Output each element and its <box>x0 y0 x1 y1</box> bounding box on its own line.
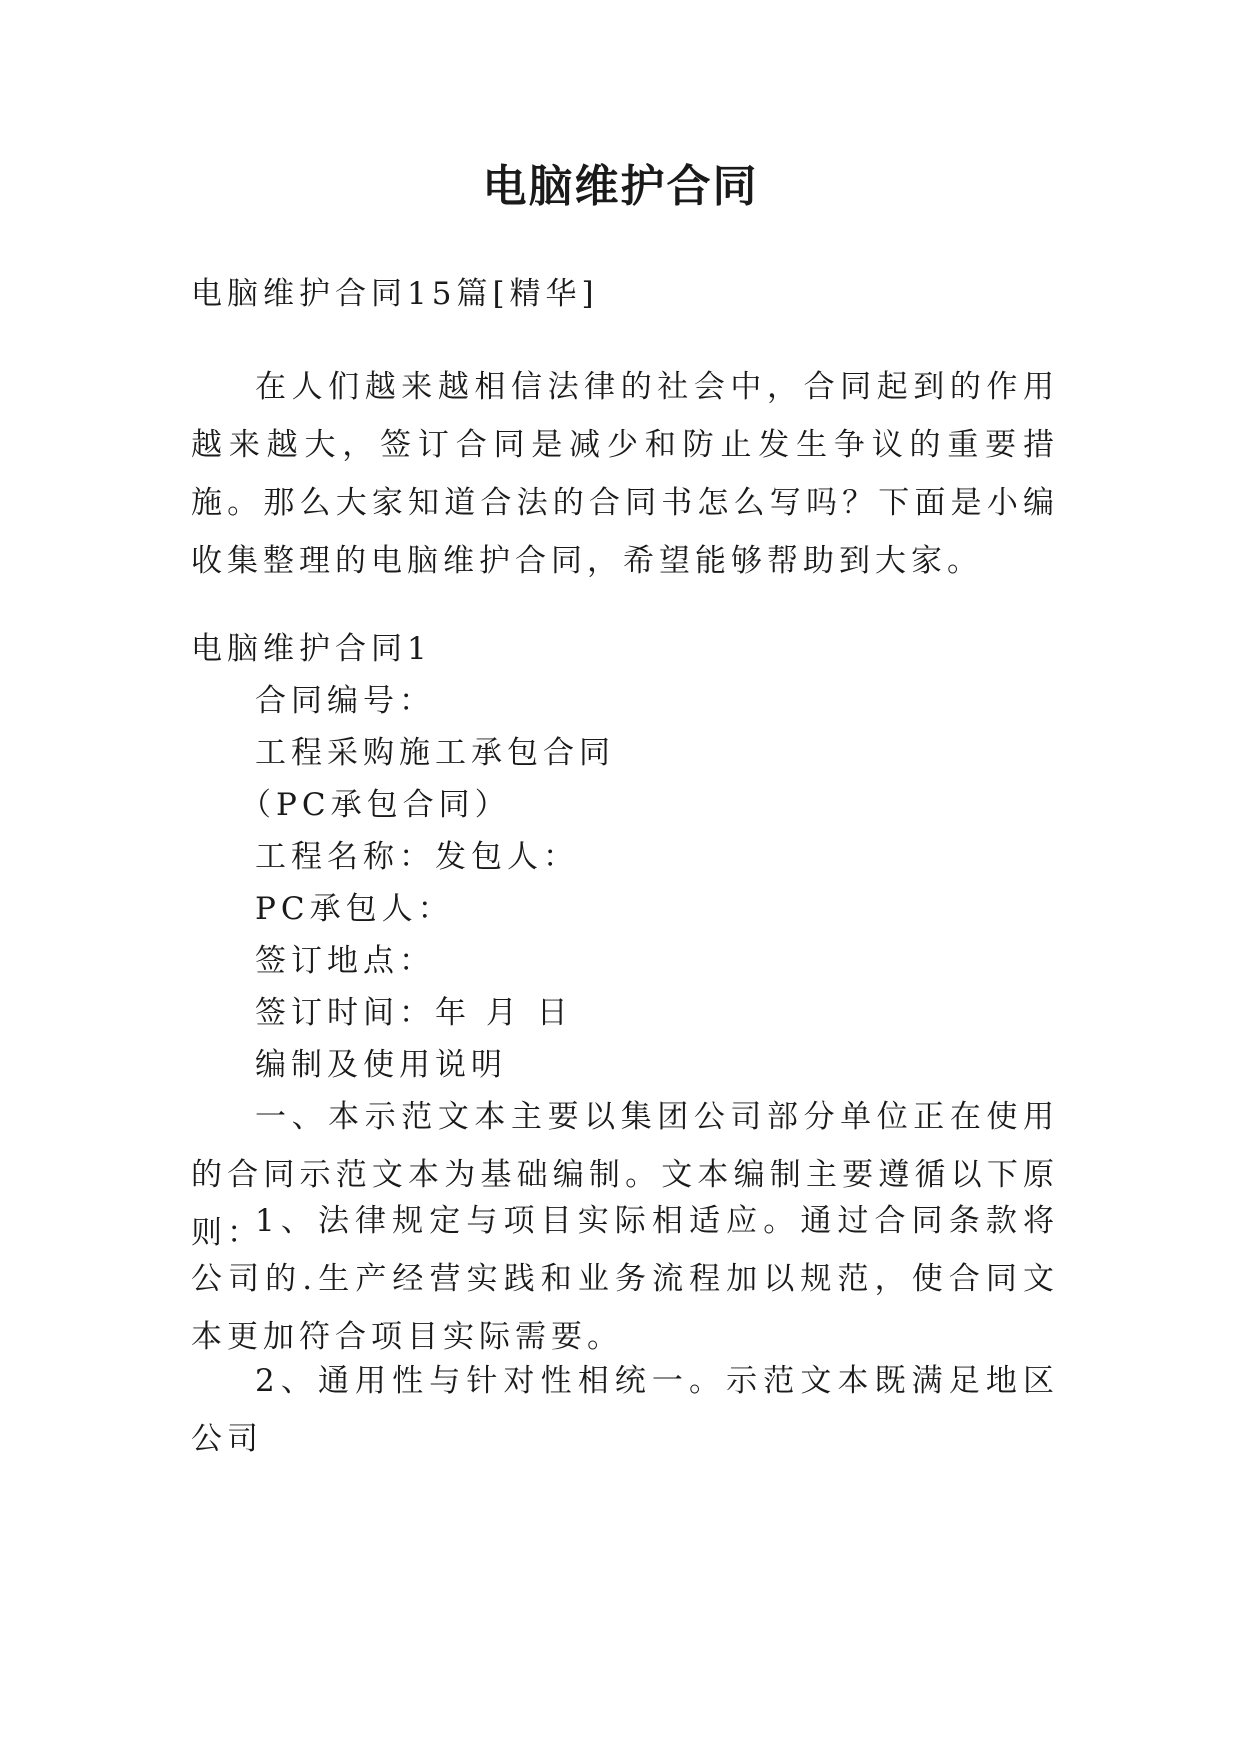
document-subtitle: 电脑维护合同15篇[精华] <box>191 276 599 312</box>
signing-date-line: 签订时间：年 月 日 <box>255 995 573 1031</box>
body-paragraph: 一、本示范文本主要以集团公司部分单位正在使用的合同示范文本为基础编制。文本编制主要遵循以下原则： <box>191 1099 1059 1251</box>
contract-number-line: 合同编号： <box>255 683 435 719</box>
body-paragraph: 1、法律规定与项目实际相适应。通过合同条款将公司的.生产经营实践和业务流程加以规范，使合同文本更加符合项目实际需要。 <box>191 1203 1059 1355</box>
contractor-line: PC承包人： <box>255 891 454 927</box>
contract-subtype-line: （PC承包合同） <box>240 787 511 823</box>
body-paragraph: 2、通用性与针对性相统一。示范文本既满足地区公司 <box>191 1363 1059 1457</box>
intro-paragraph: 在人们越来越相信法律的社会中，合同起到的作用越来越大，签订合同是减少和防止发生争议的重要措施。那么大家知道合法的合同书怎么写吗？下面是小编收集整理的电脑维护合同，希望能够帮助到大家。 <box>191 369 1059 579</box>
signing-place-line: 签订地点： <box>255 943 435 979</box>
section-heading: 电脑维护合同1 <box>191 631 432 667</box>
document-title: 电脑维护合同 <box>482 161 759 212</box>
usage-notes-heading: 编制及使用说明 <box>255 1047 507 1083</box>
contract-type-line: 工程采购施工承包合同 <box>255 735 615 771</box>
project-name-line: 工程名称：发包人： <box>255 839 579 875</box>
